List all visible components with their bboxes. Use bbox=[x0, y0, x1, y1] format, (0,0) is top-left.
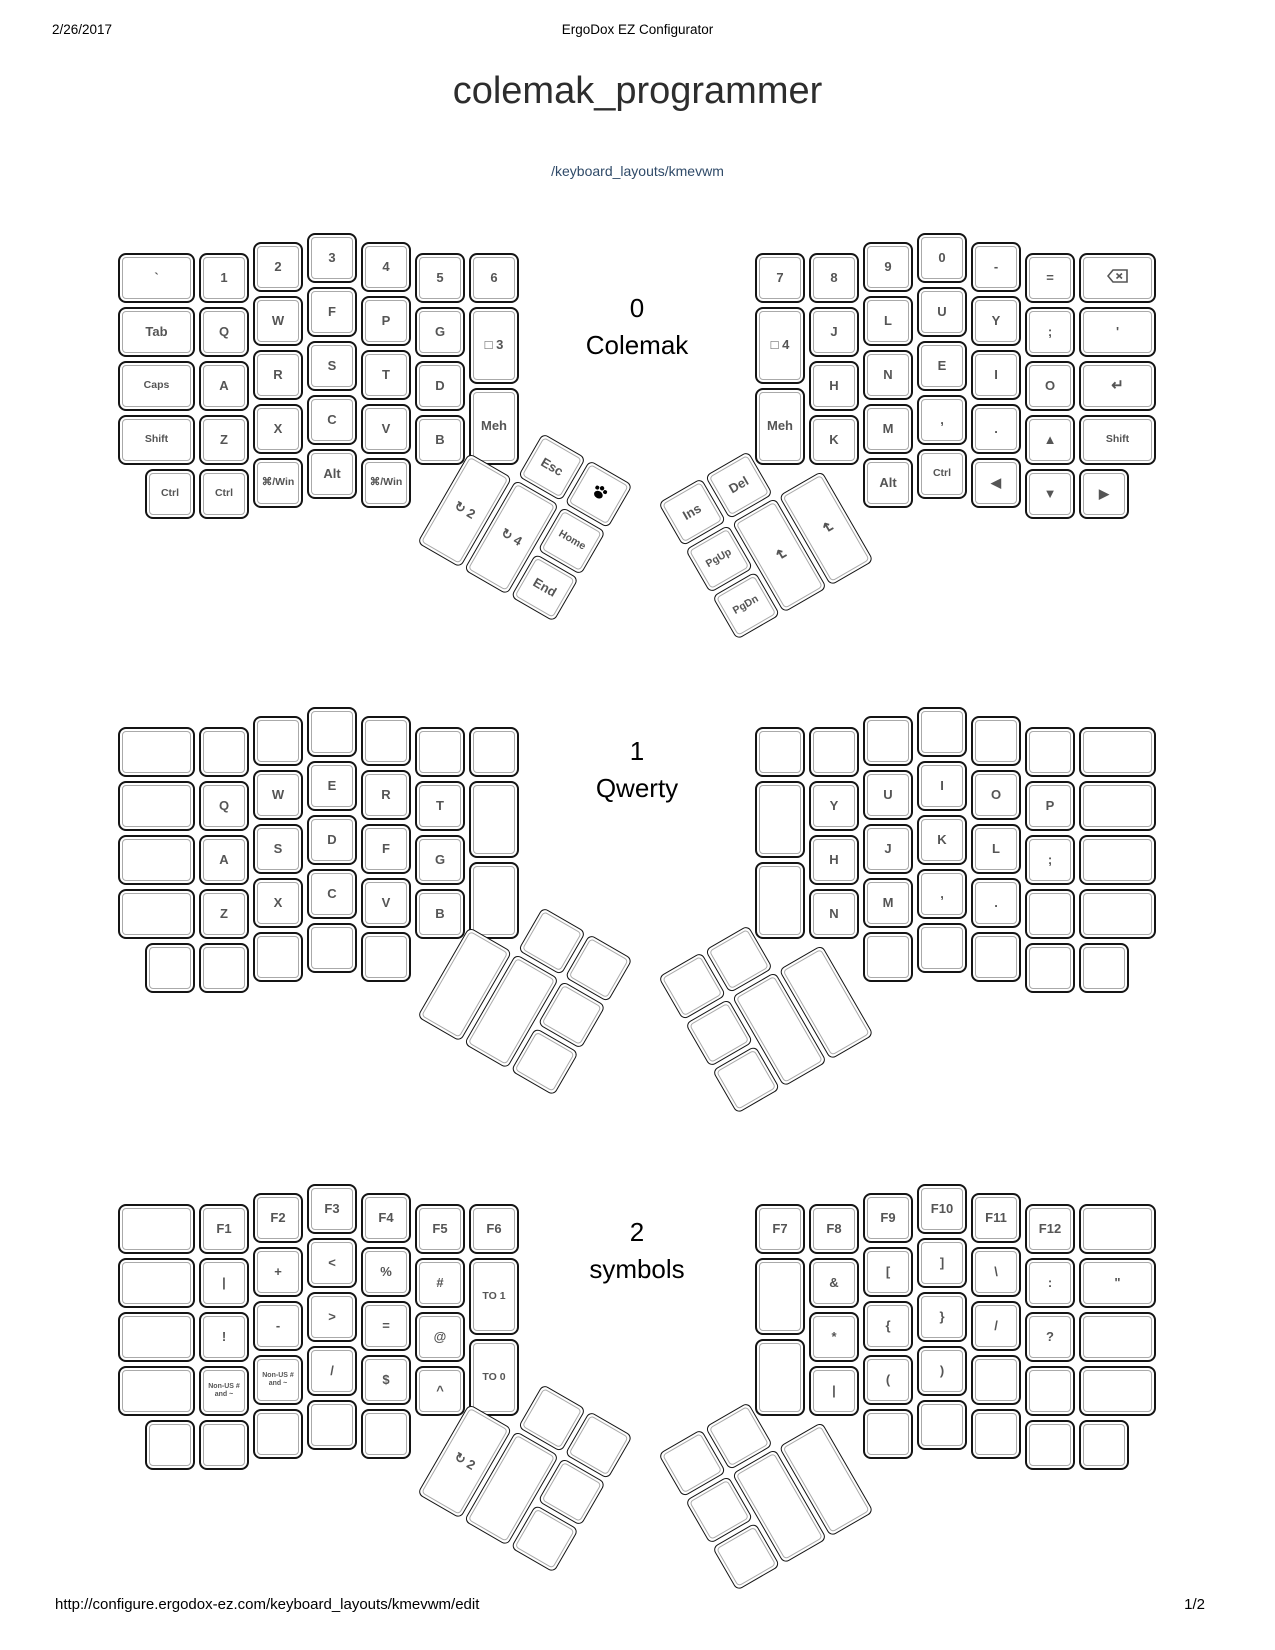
key-blank bbox=[118, 1258, 195, 1308]
layer-2-label bbox=[507, 1214, 767, 1288]
key-o: O bbox=[1025, 361, 1075, 411]
layer-1-label bbox=[507, 733, 767, 807]
key-symbol: . bbox=[971, 404, 1021, 454]
key-1: 1 bbox=[199, 253, 249, 303]
key-t: T bbox=[415, 781, 465, 831]
key-win: ⌘/Win bbox=[361, 458, 411, 508]
key-x: X bbox=[253, 404, 303, 454]
layer-name: Colemak bbox=[585, 330, 689, 360]
key-blank bbox=[863, 716, 913, 766]
key-symbol: ^ bbox=[415, 1366, 465, 1416]
key-p: P bbox=[361, 296, 411, 346]
key-q: Q bbox=[199, 307, 249, 357]
key-v: V bbox=[361, 878, 411, 928]
key-m: M bbox=[863, 878, 913, 928]
key-win: ⌘/Win bbox=[253, 458, 303, 508]
key-0: 0 bbox=[917, 233, 967, 283]
key-symbol: | bbox=[809, 1366, 859, 1416]
key-symbol: , bbox=[917, 395, 967, 445]
backspace-icon bbox=[1079, 253, 1156, 303]
key-z: Z bbox=[199, 415, 249, 465]
key-b: B bbox=[415, 415, 465, 465]
key-symbol: ' bbox=[1079, 307, 1156, 357]
key-blank bbox=[971, 932, 1021, 982]
layer-number: 0 bbox=[629, 293, 645, 323]
key-blank bbox=[199, 943, 249, 993]
key-symbol: ▲ bbox=[1025, 415, 1075, 465]
key-symbol: \ bbox=[971, 1247, 1021, 1297]
key-to-0: TO 0 bbox=[469, 1339, 519, 1416]
key-j: J bbox=[809, 307, 859, 357]
key-blank bbox=[1025, 727, 1075, 777]
key-blank bbox=[118, 889, 195, 939]
key-blank bbox=[1079, 1366, 1156, 1416]
key-pgup: PgUp bbox=[685, 525, 753, 593]
key-f2: F2 bbox=[253, 1193, 303, 1243]
key-symbol: = bbox=[1025, 253, 1075, 303]
key-to-1: TO 1 bbox=[469, 1258, 519, 1335]
key-alt: Alt bbox=[863, 458, 913, 508]
key-c: C bbox=[307, 869, 357, 919]
key-blank bbox=[755, 862, 805, 939]
key-blank bbox=[917, 923, 967, 973]
key-blank bbox=[1079, 889, 1156, 939]
layer-name: Qwerty bbox=[595, 773, 679, 803]
key-symbol: ` bbox=[118, 253, 195, 303]
key-9: 9 bbox=[863, 242, 913, 292]
key-blank bbox=[917, 1400, 967, 1450]
key-pgdn: PgDn bbox=[712, 572, 780, 640]
key-w: W bbox=[253, 296, 303, 346]
key-blank bbox=[1079, 835, 1156, 885]
key-symbol: < bbox=[307, 1238, 357, 1288]
key-symbol: % bbox=[361, 1247, 411, 1297]
key-blank bbox=[809, 727, 859, 777]
key-y: Y bbox=[809, 781, 859, 831]
key-4: ↻ 4 bbox=[464, 480, 559, 595]
key-l: L bbox=[863, 296, 913, 346]
key-m: M bbox=[863, 404, 913, 454]
footer-page-number: 1/2 bbox=[1184, 1596, 1205, 1613]
key-blank bbox=[1025, 889, 1075, 939]
key-4: 4 bbox=[361, 242, 411, 292]
key-symbol: " bbox=[1079, 1258, 1156, 1308]
key-blank bbox=[307, 1400, 357, 1450]
key-u: U bbox=[863, 770, 913, 820]
key-symbol: > bbox=[307, 1292, 357, 1342]
key-3: □ 3 bbox=[469, 307, 519, 384]
key-ctrl: Ctrl bbox=[917, 449, 967, 499]
key-blank bbox=[199, 727, 249, 777]
key-y: Y bbox=[971, 296, 1021, 346]
app-title: ErgoDox EZ Configurator bbox=[561, 22, 714, 37]
key-symbol: # bbox=[415, 1258, 465, 1308]
print-date: 2/26/2017 bbox=[52, 22, 113, 37]
key-symbol: ? bbox=[1025, 1312, 1075, 1362]
key-blank bbox=[118, 1204, 195, 1254]
key-g: G bbox=[415, 835, 465, 885]
key-blank bbox=[253, 1409, 303, 1459]
key-symbol: ; bbox=[1025, 835, 1075, 885]
key-meh: Meh bbox=[469, 388, 519, 465]
layer-name: symbols bbox=[589, 1254, 685, 1284]
key-blank bbox=[1079, 727, 1156, 777]
key-d: D bbox=[415, 361, 465, 411]
key-ctrl: Ctrl bbox=[199, 469, 249, 519]
key-h: H bbox=[809, 361, 859, 411]
key-f: F bbox=[307, 287, 357, 337]
key-blank bbox=[755, 1339, 805, 1416]
key-ctrl: Ctrl bbox=[145, 469, 195, 519]
key-2: ↻ 2 bbox=[417, 453, 512, 568]
key-x: X bbox=[253, 878, 303, 928]
key-blank bbox=[1025, 1366, 1075, 1416]
key-blank bbox=[1079, 1420, 1129, 1470]
key-symbol: [ bbox=[863, 1247, 913, 1297]
key-symbol: * bbox=[809, 1312, 859, 1362]
key-l: L bbox=[971, 824, 1021, 874]
key-g: G bbox=[415, 307, 465, 357]
layer-0-label bbox=[507, 290, 767, 364]
key-f6: F6 bbox=[469, 1204, 519, 1254]
key-shift: Shift bbox=[118, 415, 195, 465]
key-blank bbox=[1079, 1312, 1156, 1362]
key-k: K bbox=[809, 415, 859, 465]
key-non-us-and: Non-US # and ~ bbox=[253, 1355, 303, 1405]
key-symbol: . bbox=[971, 878, 1021, 928]
key-z: Z bbox=[199, 889, 249, 939]
key-symbol: ▶ bbox=[1079, 469, 1129, 519]
key-symbol: ↵ bbox=[1079, 361, 1156, 411]
key-blank bbox=[1079, 943, 1129, 993]
key-b: B bbox=[415, 889, 465, 939]
key-symbol: ▼ bbox=[1025, 469, 1075, 519]
key-symbol: ↵ bbox=[779, 471, 874, 586]
key-n: N bbox=[863, 350, 913, 400]
key-i: I bbox=[917, 761, 967, 811]
key-blank bbox=[971, 1409, 1021, 1459]
key-u: U bbox=[917, 287, 967, 337]
key-blank bbox=[361, 716, 411, 766]
key-4: □ 4 bbox=[755, 307, 805, 384]
key-esc: Esc bbox=[518, 433, 586, 501]
key-symbol: ) bbox=[917, 1346, 967, 1396]
key-symbol: + bbox=[253, 1247, 303, 1297]
key-blank bbox=[1025, 1420, 1075, 1470]
key-symbol: @ bbox=[415, 1312, 465, 1362]
key-r: R bbox=[361, 770, 411, 820]
key-ins: Ins bbox=[658, 478, 726, 546]
key-blank bbox=[361, 1409, 411, 1459]
key-f4: F4 bbox=[361, 1193, 411, 1243]
key-non-us-and: Non-US # and ~ bbox=[199, 1366, 249, 1416]
key-end: End bbox=[511, 554, 579, 622]
key-n: N bbox=[809, 889, 859, 939]
key-a: A bbox=[199, 361, 249, 411]
key-blank bbox=[307, 707, 357, 757]
key-h: H bbox=[809, 835, 859, 885]
key-8: 8 bbox=[809, 253, 859, 303]
key-5: 5 bbox=[415, 253, 465, 303]
key-blank bbox=[199, 1420, 249, 1470]
key-blank bbox=[971, 1355, 1021, 1405]
key-f9: F9 bbox=[863, 1193, 913, 1243]
key-blank bbox=[118, 1312, 195, 1362]
key-f8: F8 bbox=[809, 1204, 859, 1254]
key-blank bbox=[971, 716, 1021, 766]
key-symbol: = bbox=[361, 1301, 411, 1351]
key-symbol: } bbox=[917, 1292, 967, 1342]
key-p: P bbox=[1025, 781, 1075, 831]
key-symbol: , bbox=[917, 869, 967, 919]
key-meh: Meh bbox=[755, 388, 805, 465]
key-t: T bbox=[361, 350, 411, 400]
key-symbol: { bbox=[863, 1301, 913, 1351]
key-blank bbox=[863, 1409, 913, 1459]
key-e: E bbox=[307, 761, 357, 811]
key-a: A bbox=[199, 835, 249, 885]
key-f5: F5 bbox=[415, 1204, 465, 1254]
key-blank bbox=[145, 1420, 195, 1470]
key-f1: F1 bbox=[199, 1204, 249, 1254]
key-r: R bbox=[253, 350, 303, 400]
key-blank bbox=[469, 862, 519, 939]
key-blank bbox=[415, 727, 465, 777]
key-caps: Caps bbox=[118, 361, 195, 411]
key-symbol: - bbox=[253, 1301, 303, 1351]
layer-number: 1 bbox=[629, 736, 645, 766]
key-f12: F12 bbox=[1025, 1204, 1075, 1254]
key-blank bbox=[145, 943, 195, 993]
key-home: Home bbox=[538, 507, 606, 575]
key-blank bbox=[118, 1366, 195, 1416]
key-blank bbox=[253, 716, 303, 766]
key-symbol: : bbox=[1025, 1258, 1075, 1308]
key-blank bbox=[118, 835, 195, 885]
key-symbol: / bbox=[971, 1301, 1021, 1351]
key-w: W bbox=[253, 770, 303, 820]
key-symbol: $ bbox=[361, 1355, 411, 1405]
key-blank bbox=[917, 707, 967, 757]
key-del: Del bbox=[705, 451, 773, 519]
key-symbol: ; bbox=[1025, 307, 1075, 357]
key-shift: Shift bbox=[1079, 415, 1156, 465]
key-symbol: - bbox=[971, 242, 1021, 292]
footer-url: http://configure.ergodox-ez.com/keyboard_layouts/kmevwm/edit bbox=[55, 1596, 480, 1613]
key-o: O bbox=[971, 770, 1021, 820]
key-f11: F11 bbox=[971, 1193, 1021, 1243]
key-2: 2 bbox=[253, 242, 303, 292]
key-symbol: ( bbox=[863, 1355, 913, 1405]
key-alt: Alt bbox=[307, 449, 357, 499]
key-c: C bbox=[307, 395, 357, 445]
key-i: I bbox=[971, 350, 1021, 400]
key-blank bbox=[1025, 943, 1075, 993]
key-7: 7 bbox=[755, 253, 805, 303]
key-f10: F10 bbox=[917, 1184, 967, 1234]
key-symbol: ] bbox=[917, 1238, 967, 1288]
key-blank bbox=[1079, 1204, 1156, 1254]
key-symbol: | bbox=[199, 1258, 249, 1308]
key-k: K bbox=[917, 815, 967, 865]
key-symbol: ↵ bbox=[732, 498, 827, 613]
key-tab: Tab bbox=[118, 307, 195, 357]
key-e: E bbox=[917, 341, 967, 391]
layout-link[interactable]: /keyboard_layouts/kmevwm bbox=[551, 163, 724, 179]
key-blank bbox=[307, 923, 357, 973]
key-f: F bbox=[361, 824, 411, 874]
key-q: Q bbox=[199, 781, 249, 831]
layer-number: 2 bbox=[629, 1217, 645, 1247]
key-blank bbox=[361, 932, 411, 982]
key-blank bbox=[1079, 781, 1156, 831]
key-3: 3 bbox=[307, 233, 357, 283]
key-d: D bbox=[307, 815, 357, 865]
key-symbol: ! bbox=[199, 1312, 249, 1362]
key-v: V bbox=[361, 404, 411, 454]
key-6: 6 bbox=[469, 253, 519, 303]
key-blank bbox=[253, 932, 303, 982]
key-2: ↻ 2 bbox=[417, 1404, 512, 1519]
key-f7: F7 bbox=[755, 1204, 805, 1254]
key-f3: F3 bbox=[307, 1184, 357, 1234]
key-s: S bbox=[253, 824, 303, 874]
key-symbol: ◀ bbox=[971, 458, 1021, 508]
key-symbol: / bbox=[307, 1346, 357, 1396]
key-s: S bbox=[307, 341, 357, 391]
key-symbol: & bbox=[809, 1258, 859, 1308]
key-blank bbox=[863, 932, 913, 982]
key-j: J bbox=[863, 824, 913, 874]
key-blank bbox=[118, 781, 195, 831]
layout-title: colemak_programmer bbox=[452, 70, 823, 112]
key-blank bbox=[118, 727, 195, 777]
